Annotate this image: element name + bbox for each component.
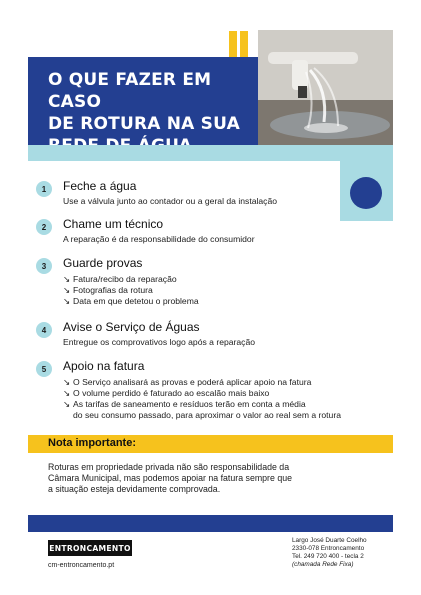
step-title: Avise o Serviço de Águas: [63, 320, 200, 334]
step-number-badge: 2: [36, 219, 52, 235]
address-block: [292, 537, 367, 569]
step-description: Entregue os comprovativos logo após a reparação: [63, 337, 256, 347]
list-item: ↘ Fatura/recibo da reparação: [63, 274, 177, 284]
list-item: ↘ Fotografias da rotura: [63, 285, 153, 295]
blue-circle-decoration: [350, 177, 382, 209]
header-photo: [258, 30, 393, 145]
list-item: do seu consumo passado, para aproximar o valor ao real sem a rotura: [73, 410, 341, 420]
step-list: [63, 377, 341, 421]
arrow-icon: ↘: [63, 399, 71, 409]
phone-line: Tel. 249 720 400 - tecla 2: [292, 553, 364, 560]
burst-pipe-illustration: [258, 30, 393, 145]
step-title: Apoio na fatura: [63, 359, 145, 373]
note-bar: [28, 435, 393, 453]
step-description: Use a válvula junto ao contador ou a geral da instalação: [63, 196, 278, 206]
address-line: Largo José Duarte Coelho: [292, 537, 367, 544]
light-blue-band: [28, 145, 393, 161]
arrow-icon: ↘: [63, 388, 71, 398]
title-line: DE ROTURA NA SUA: [48, 114, 240, 134]
website-link[interactable]: cm-entroncamento.pt: [48, 562, 115, 569]
step-number-badge: 4: [36, 322, 52, 338]
step-number-badge: 3: [36, 258, 52, 274]
step-title: Feche a água: [63, 179, 137, 193]
arrow-icon: ↘: [63, 296, 71, 306]
arrow-icon: ↘: [63, 377, 71, 387]
step-description: A reparação é da responsabilidade do consumidor: [63, 234, 255, 244]
step-title: Chame um técnico: [63, 217, 164, 231]
arrow-icon: ↘: [63, 274, 71, 284]
step-title: Guarde provas: [63, 256, 143, 270]
title-line: O QUE FAZER EM CASO: [48, 70, 212, 112]
title-box: [28, 57, 258, 145]
entroncamento-logo: ENTRONCAMENTO: [48, 540, 132, 556]
step-number-badge: 5: [36, 361, 52, 377]
note-text: Roturas em propriedade privada não são responsabilidade da Câmara Municipal, mas podemos apoiar na fatura sempre que a situação esteja devidamente comprovada.: [48, 462, 292, 494]
step-list: [63, 274, 199, 307]
arrow-icon: ↘: [63, 285, 71, 295]
list-item: ↘ Data em que detetou o problema: [63, 296, 199, 306]
page-title: [48, 69, 244, 157]
address-line: 2330-078 Entroncamento: [292, 545, 365, 552]
note-title: Nota importante:: [48, 437, 136, 449]
list-item: ↘ As tarifas de saneamento e resíduos terão em conta a média: [63, 399, 306, 409]
list-item: ↘ O Serviço analisará as provas e poderá aplicar apoio na fatura: [63, 377, 312, 387]
footer-band: [28, 515, 393, 532]
phone-note: (chamada Rede Fixa): [292, 561, 354, 568]
list-item: ↘ O volume perdido é faturado ao escalão mais baixo: [63, 388, 270, 398]
step-number-badge: 1: [36, 181, 52, 197]
